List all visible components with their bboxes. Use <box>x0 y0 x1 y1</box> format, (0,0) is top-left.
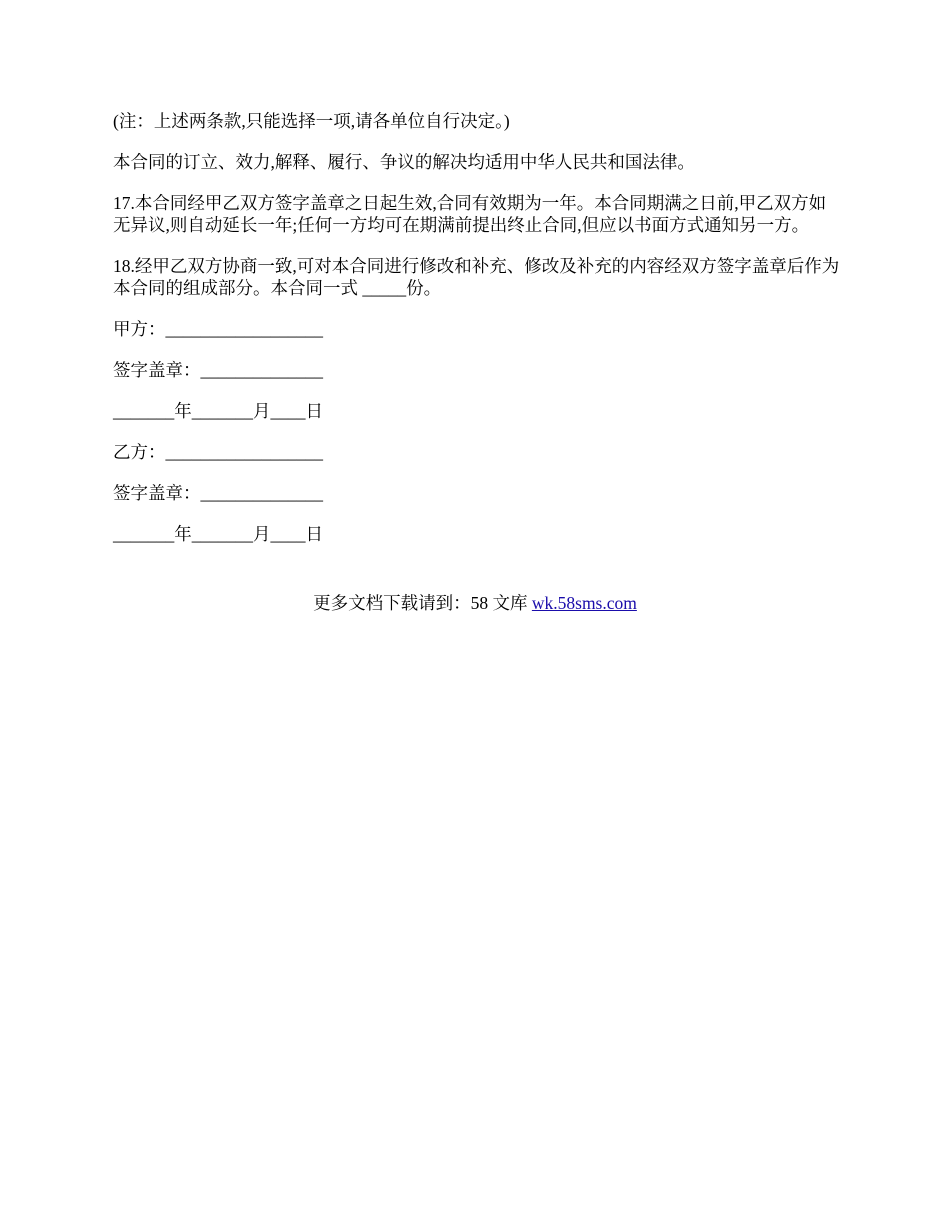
clause-17-paragraph: 17.本合同经甲乙双方签字盖章之日起生效,合同有效期为一年。本合同期满之日前,甲乙双方如无异议,则自动延长一年;任何一方均可在期满前提出终止合同,但应以书面方式通知另一方。 <box>113 193 827 235</box>
document-body <box>113 110 843 564</box>
footer-link[interactable]: wk.58sms.com <box>531 593 637 613</box>
note-paragraph: (注：上述两条款,只能选择一项,请各单位自行决定。) <box>113 111 510 131</box>
party-a-date-line: _______年_______月____日 <box>113 401 323 421</box>
governing-law-paragraph: 本合同的订立、效力,解释、履行、争议的解决均适用中华人民共和国法律。 <box>113 152 695 172</box>
party-b-signature-line: 签字盖章：______________ <box>113 483 323 503</box>
download-footer <box>0 592 950 614</box>
party-b-date-line: _______年_______月____日 <box>113 524 323 544</box>
party-b-line: 乙方：__________________ <box>113 442 323 462</box>
party-a-line: 甲方：__________________ <box>113 319 323 339</box>
footer-text: 更多文档下载请到：58 文库 <box>313 593 532 613</box>
clause-18-paragraph: 18.经甲乙双方协商一致,可对本合同进行修改和补充、修改及补充的内容经双方签字盖章后作为本合同的组成部分。本合同一式 _____份。 <box>113 256 840 298</box>
party-a-signature-line: 签字盖章：______________ <box>113 360 323 380</box>
